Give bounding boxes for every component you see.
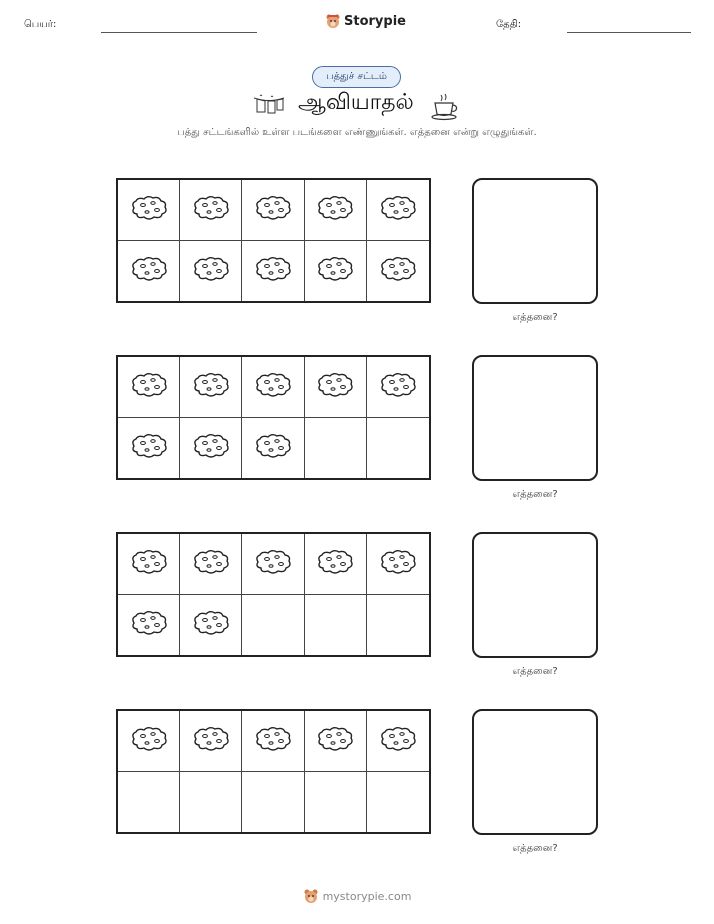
cookie-icon (253, 256, 293, 286)
frame-cell (242, 595, 304, 656)
count-question: எத்தனை? (512, 666, 558, 677)
frame-cell (180, 772, 242, 833)
answer-box[interactable] (472, 709, 598, 835)
cookie-icon (129, 256, 169, 286)
cookie-icon (253, 726, 293, 756)
cookie-icon (378, 549, 418, 579)
frame-cell (118, 180, 180, 241)
frame-cell (367, 534, 429, 595)
cookie-icon (129, 372, 169, 402)
frame-cell (242, 711, 304, 772)
teacup-icon (430, 93, 460, 121)
cookie-icon (315, 549, 355, 579)
frame-cell (305, 595, 367, 656)
name-label: பெயர்: (24, 19, 57, 30)
frame-cell (367, 595, 429, 656)
cookie-icon (253, 549, 293, 579)
cookie-icon (129, 195, 169, 225)
frame-cell (367, 711, 429, 772)
cookie-icon (315, 726, 355, 756)
name-line[interactable] (101, 32, 257, 33)
date-label: தேதி: (496, 19, 522, 30)
frame-cell (305, 180, 367, 241)
cookie-icon (378, 195, 418, 225)
frame-cell (305, 711, 367, 772)
answer-box[interactable] (472, 355, 598, 481)
count-question: எத்தனை? (512, 489, 558, 500)
cookie-icon (378, 256, 418, 286)
cookie-icon (191, 195, 231, 225)
cookie-icon (315, 372, 355, 402)
cookie-icon (191, 549, 231, 579)
frame-cell (180, 180, 242, 241)
cookie-icon (253, 372, 293, 402)
frame-cell (180, 241, 242, 302)
frame-cell (118, 418, 180, 479)
cookie-icon (191, 433, 231, 463)
answer-box[interactable] (472, 532, 598, 658)
cookie-icon (191, 610, 231, 640)
frame-cell (305, 418, 367, 479)
frame-cell (118, 595, 180, 656)
frame-cell (180, 357, 242, 418)
frame-cell (305, 241, 367, 302)
cookie-icon (129, 610, 169, 640)
cookie-icon (191, 256, 231, 286)
frame-cell (242, 534, 304, 595)
frame-cell (367, 772, 429, 833)
ten-frame (116, 532, 431, 657)
frame-cell (118, 772, 180, 833)
cookie-icon (191, 726, 231, 756)
brand-name: Storypie (344, 13, 406, 29)
count-question: எத்தனை? (512, 843, 558, 854)
frame-cell (180, 534, 242, 595)
footer (0, 888, 714, 904)
date-line[interactable] (567, 32, 691, 33)
ten-frame (116, 709, 431, 834)
frame-cell (305, 772, 367, 833)
cookie-icon (129, 726, 169, 756)
cookie-icon (378, 372, 418, 402)
frame-cell (367, 357, 429, 418)
frame-cell (118, 241, 180, 302)
instructions: பத்து சட்டங்களில் உள்ள படங்களை எண்ணுங்கள். எத்தனை என்று எழுதுங்கள். (177, 127, 537, 138)
frame-cell (118, 711, 180, 772)
bear-logo-icon (303, 888, 319, 904)
frame-cell (118, 357, 180, 418)
count-question: எத்தனை? (512, 312, 558, 323)
frame-cell (305, 357, 367, 418)
cookie-icon (315, 195, 355, 225)
ten-frame (116, 178, 431, 303)
frame-cell (367, 241, 429, 302)
frame-cell (242, 357, 304, 418)
frame-cell (242, 180, 304, 241)
bear-logo-icon (325, 13, 341, 29)
page-title: ஆவியாதல் (298, 90, 414, 115)
frame-cell (118, 534, 180, 595)
frame-cell (242, 241, 304, 302)
frame-cell (180, 711, 242, 772)
frame-cell (367, 418, 429, 479)
cookie-icon (253, 195, 293, 225)
frame-cell (242, 772, 304, 833)
frame-cell (305, 534, 367, 595)
frame-cell (180, 418, 242, 479)
cookie-icon (315, 256, 355, 286)
frame-cell (367, 180, 429, 241)
brand-logo (325, 13, 406, 29)
cookie-icon (129, 549, 169, 579)
cookie-icon (378, 726, 418, 756)
cookie-icon (191, 372, 231, 402)
laundry-icon (253, 94, 285, 116)
frame-cell (180, 595, 242, 656)
cookie-icon (129, 433, 169, 463)
topic-badge: பத்துச் சட்டம் (312, 66, 401, 88)
footer-url[interactable]: mystorypie.com (322, 889, 412, 903)
frame-cell (242, 418, 304, 479)
ten-frame (116, 355, 431, 480)
answer-box[interactable] (472, 178, 598, 304)
cookie-icon (253, 433, 293, 463)
